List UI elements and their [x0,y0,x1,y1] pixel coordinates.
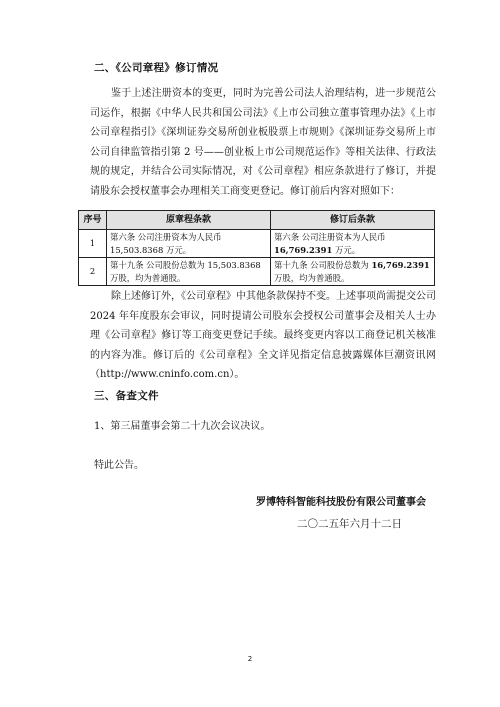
signature-company: 罗博特科智能科技股份有限公司董事会 [256,497,426,508]
original-clause: 第十九条 公司股份总数为 15,503.8368 万股，均为普通股。 [107,258,271,286]
header-revised: 修订后条款 [271,211,435,230]
amendment-table [78,210,435,286]
header-original: 原章程条款 [107,211,271,230]
closing-paragraph: 除上述修订外，《公司章程》中其他条款保持不变。上述事项尚需提交公司 2024 年年度股东会审议，同时提请公司股东会授权公司董事会及相关人士办理《公司章程》修订等工商变更登记手续。最终变更内容以工商登记机关核准的内容为准。修订后的《公司章程》全文详见指定信息披露媒体巨潮资讯网（http://www.cninfo.com.cn）。 [90,291,436,381]
row-index: 1 [79,230,107,258]
section-two-intro: 鉴于上述注册资本的变更，同时为完善公司法人治理结构，进一步规范公司运作，根据《中华人民共和国公司法》《上市公司独立董事管理办法》《上市公司章程指引》《深圳证券交易所创业板股票上市规则》《深圳证券交易所上市公司自律监管指引第 2 号——创业板上市公司规范运作》等相关法律、行政法规的规定，并结合公司实际情况，对《公司章程》相应条款进行了修订，并提请股东会授权董事会办理相关工商变更登记。修订前后内容对照如下： [90,88,436,197]
page-number: 2 [247,655,253,663]
table-row [79,258,435,286]
table-header-row [79,211,435,230]
table-row [79,230,435,258]
signature-date: 二〇二五年六月十二日 [297,518,402,530]
revised-clause: 第六条 公司注册资本为人民币 16,769.2391 万元。 [271,230,435,258]
section-three-heading: 三、备查文件 [94,390,159,402]
original-clause: 第六条 公司注册资本为人民币 15,503.8368 万元。 [107,230,271,258]
row-index: 2 [79,258,107,286]
reference-document-item: 1、第三届董事会第二十九次会议决议。 [94,421,271,432]
header-index: 序号 [79,211,107,230]
section-two-heading: 二、《公司章程》修订情况 [94,62,219,74]
revised-clause: 第十九条 公司股份总数为 16,769.2391 万股，均为普通股。 [271,258,435,286]
announcement-closing: 特此公告。 [94,460,144,471]
